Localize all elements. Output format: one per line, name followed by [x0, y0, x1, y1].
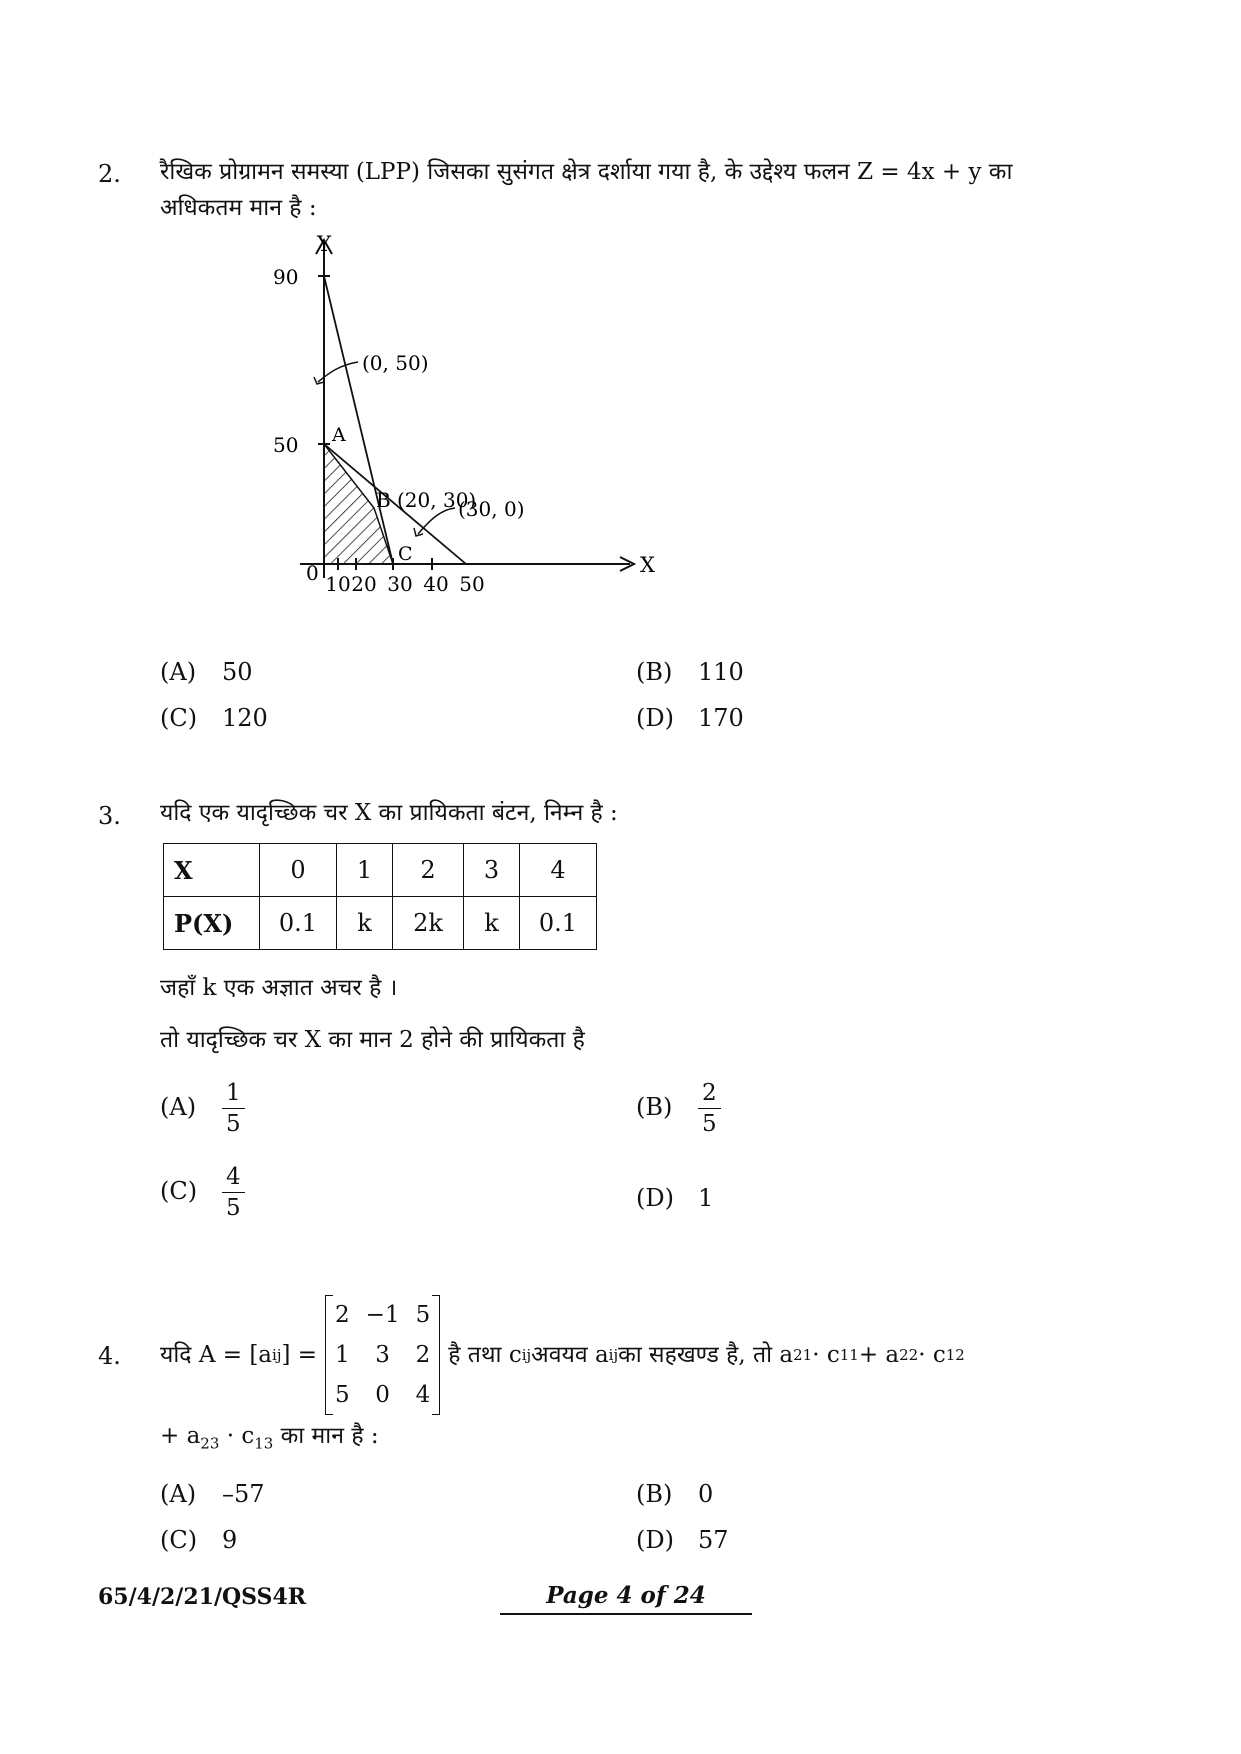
question-text: [160, 154, 1160, 226]
option-value: 110: [698, 658, 744, 686]
table-cell: k: [464, 897, 520, 950]
matrix-cell: −1: [365, 1302, 400, 1328]
question-text-line: अधिकतम मान है :: [160, 195, 317, 221]
option-label: (B): [636, 1093, 673, 1121]
page-number: Page 4 of 24: [500, 1582, 752, 1615]
matrix-row: [327, 1335, 438, 1375]
option-a[interactable]: [160, 658, 253, 686]
option-label: (C): [160, 1177, 198, 1205]
fraction: [222, 1162, 245, 1223]
matrix-row: [327, 1375, 438, 1415]
subscript: 11: [839, 1346, 859, 1364]
origin-label: 0: [306, 561, 319, 585]
table-cell: 0.1: [260, 897, 337, 950]
option-value: –57: [222, 1480, 265, 1508]
table-row: [164, 897, 597, 950]
question-number: 3.: [98, 802, 121, 830]
text-segment: यदि A = [a: [160, 1342, 273, 1368]
y-axis-label: Y: [317, 232, 331, 257]
text-segment: + a: [160, 1423, 201, 1449]
matrix-cell: 5: [415, 1302, 431, 1328]
subscript: 12: [945, 1346, 965, 1364]
denominator: 5: [226, 1111, 241, 1137]
x-tick-label: 40: [423, 572, 449, 596]
paper-code: 65/4/2/21/QSS4R: [98, 1584, 307, 1610]
option-value: 120: [222, 704, 268, 732]
point-c-label: C: [398, 543, 413, 565]
table-cell: 2: [393, 844, 464, 897]
option-d[interactable]: [636, 1526, 729, 1554]
text-segment: है तथा c: [448, 1342, 522, 1368]
option-value: 1: [698, 1184, 714, 1212]
text-segment: + a: [858, 1342, 900, 1368]
subscript: 21: [793, 1346, 813, 1364]
option-label: (D): [636, 1184, 674, 1212]
question-text-line2: [160, 1418, 379, 1462]
text-segment: · c: [219, 1423, 255, 1449]
option-c[interactable]: [160, 704, 268, 732]
x-axis-label: X: [640, 553, 655, 577]
table-header-cell: P(X): [164, 897, 260, 950]
option-label: (B): [636, 658, 673, 686]
text-segment: · c: [918, 1342, 946, 1368]
option-value: 50: [222, 658, 253, 686]
option-b[interactable]: [636, 1480, 713, 1508]
option-a[interactable]: [160, 1480, 265, 1508]
subscript: ij: [521, 1346, 532, 1364]
text-segment: का सहखण्ड है, तो a: [618, 1342, 794, 1368]
question-text-line: रैखिक प्रोग्रामन समस्या (LPP) जिसका सुसंगत क्षेत्र दर्शाया गया है, के उद्देश्य फलन Z = 4x + y का: [160, 159, 1013, 185]
probability-table: [163, 843, 597, 950]
option-c[interactable]: [160, 1526, 237, 1554]
subscript: ij: [272, 1346, 282, 1364]
matrix-cell: 3: [375, 1342, 390, 1368]
matrix-cell: 2: [415, 1342, 431, 1368]
option-value: 57: [698, 1526, 729, 1554]
option-label: (D): [636, 1526, 674, 1554]
denominator: 5: [702, 1111, 717, 1137]
option-b[interactable]: [636, 1078, 721, 1139]
table-cell: 0: [260, 844, 337, 897]
note-text: जहाँ k एक अज्ञात अचर है ।: [160, 975, 398, 1001]
text-segment: ] =: [281, 1342, 318, 1368]
option-label: (B): [636, 1480, 673, 1508]
option-label: (D): [636, 704, 674, 732]
table-cell: 2k: [393, 897, 464, 950]
x-tick-label: 30: [387, 572, 413, 596]
y-tick-label: 90: [273, 265, 299, 289]
question-text: यदि एक यादृच्छिक चर X का प्रायिकता बंटन, निम्न है :: [160, 800, 618, 826]
text-segment: अवयव a: [531, 1342, 609, 1368]
option-label: (C): [160, 1526, 198, 1554]
annotation-a: (0, 50): [362, 351, 429, 375]
numerator: 4: [222, 1162, 245, 1193]
left-bracket: [325, 1295, 333, 1415]
x-tick-label: 20: [351, 572, 377, 596]
table-cell: k: [337, 897, 393, 950]
text-segment: का मान है :: [273, 1423, 379, 1449]
table-cell: 4: [520, 844, 597, 897]
question-number: 4.: [98, 1342, 121, 1370]
x-tick-label: 10: [325, 572, 351, 596]
matrix-row: [327, 1295, 438, 1335]
subscript: 22: [899, 1346, 919, 1364]
option-d[interactable]: [636, 704, 744, 732]
matrix-cell: 0: [375, 1382, 390, 1408]
subscript: 23: [200, 1434, 220, 1453]
option-c[interactable]: [160, 1162, 245, 1223]
question-number: 2.: [98, 160, 121, 188]
option-label: (A): [160, 658, 197, 686]
annotation-c: (30, 0): [458, 497, 525, 521]
option-label: (C): [160, 704, 198, 732]
table-cell: 0.1: [520, 897, 597, 950]
text-segment: · c: [812, 1342, 840, 1368]
option-value: 0: [698, 1480, 714, 1508]
option-a[interactable]: [160, 1078, 245, 1139]
option-b[interactable]: [636, 658, 744, 686]
question-text: [160, 1290, 965, 1420]
question-text: तो यादृच्छिक चर X का मान 2 होने की प्रायिकता है: [160, 1027, 585, 1053]
option-value: 9: [222, 1526, 238, 1554]
point-a-label: A: [332, 424, 346, 446]
x-tick-label: 50: [459, 572, 485, 596]
table-cell: 1: [337, 844, 393, 897]
y-tick-label: 50: [273, 433, 299, 457]
matrix-cell: 5: [335, 1382, 350, 1408]
table-header-cell: X: [164, 844, 260, 897]
table-cell: 3: [464, 844, 520, 897]
right-bracket: [432, 1295, 440, 1415]
table-row: [164, 844, 597, 897]
option-label: (A): [160, 1093, 197, 1121]
lpp-graph: [273, 232, 680, 652]
matrix-cell: 2: [335, 1302, 350, 1328]
point-b-label: B: [376, 488, 391, 512]
option-value: 170: [698, 704, 744, 732]
numerator: 2: [698, 1078, 721, 1109]
matrix-cell: 1: [335, 1342, 350, 1368]
denominator: 5: [226, 1195, 241, 1221]
subscript: ij: [608, 1346, 619, 1364]
option-d[interactable]: [636, 1184, 713, 1212]
subscript: 13: [254, 1434, 274, 1453]
fraction: [222, 1078, 245, 1139]
option-label: (A): [160, 1480, 197, 1508]
fraction: [698, 1078, 721, 1139]
matrix-a: [327, 1295, 438, 1415]
annotation-b: (20, 30): [397, 488, 477, 512]
matrix-cell: 4: [415, 1382, 431, 1408]
numerator: 1: [222, 1078, 245, 1109]
